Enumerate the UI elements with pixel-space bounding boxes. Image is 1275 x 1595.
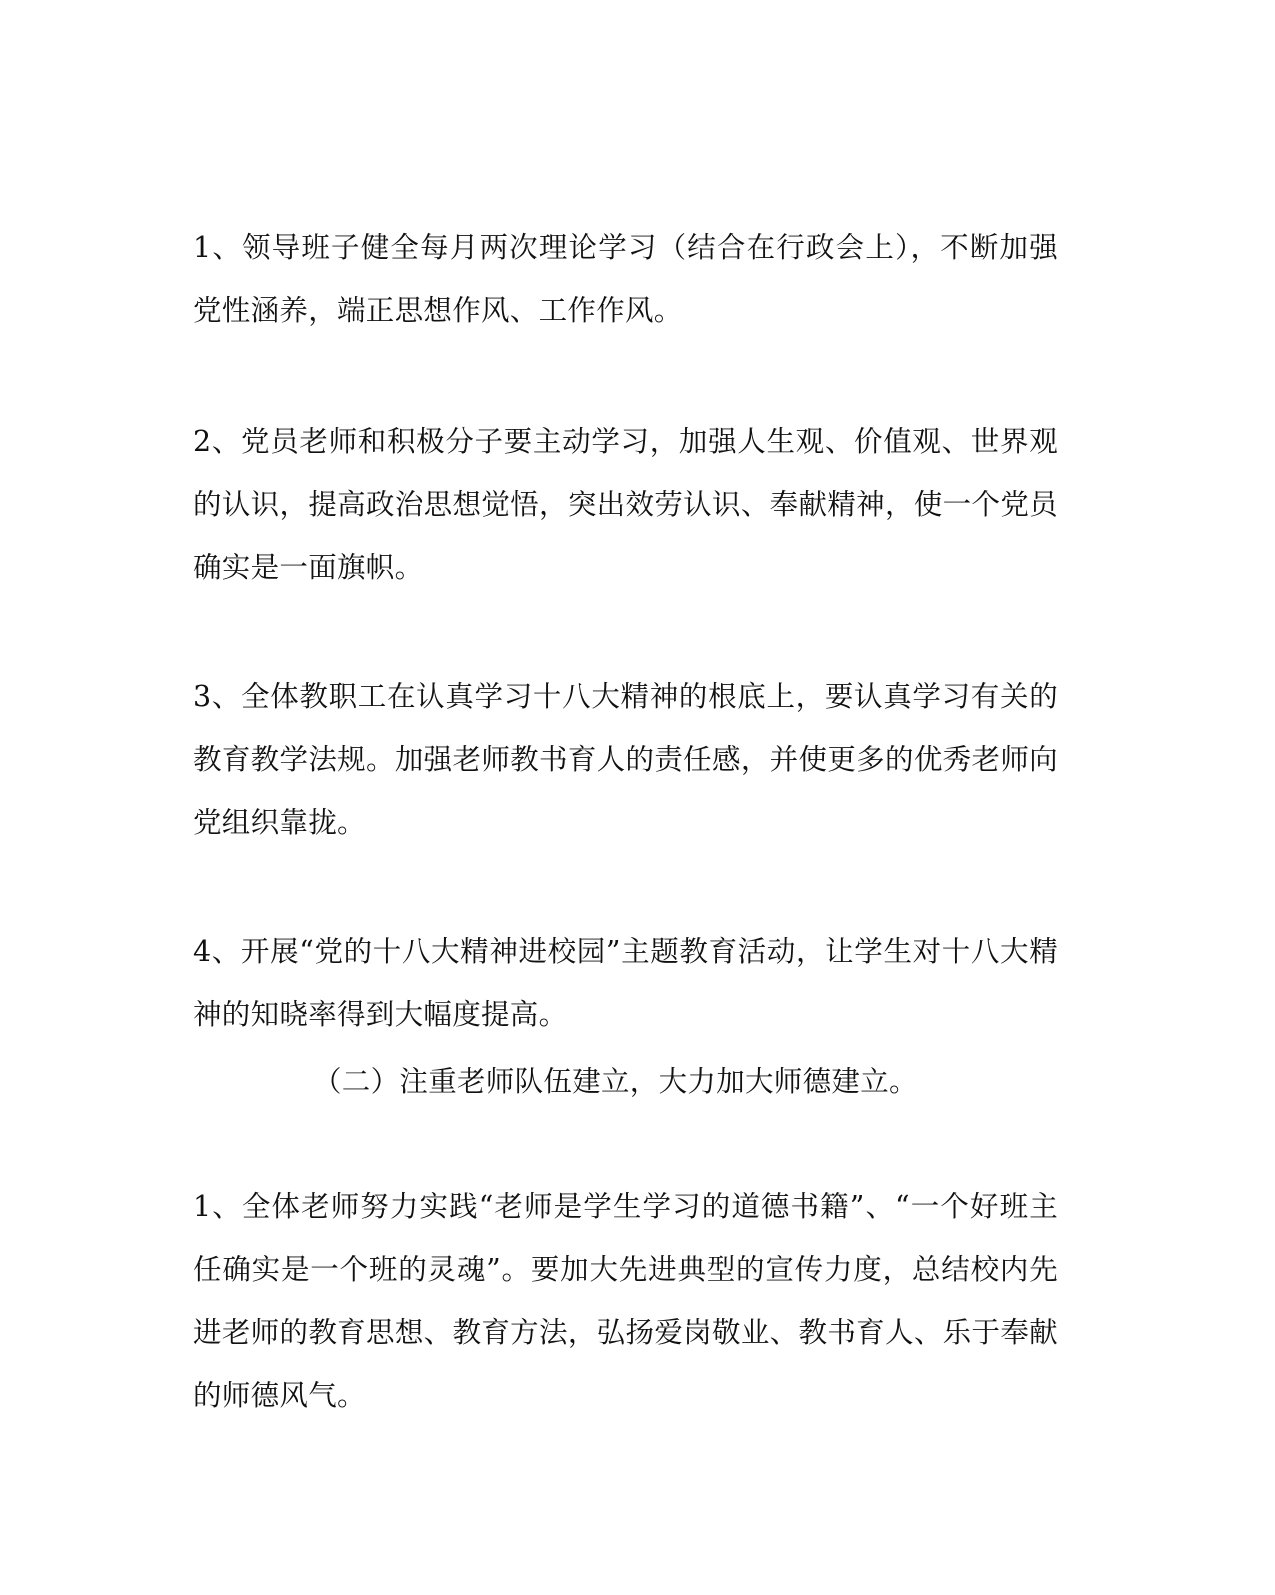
paragraph-4: 4、开展“党的十八大精神进校园”主题教育活动，让学生对十八大精神的知晓率得到大幅度提高。 (193, 935, 1058, 1031)
section-heading: （二）注重老师队伍建立，大力加大师德建立。 (313, 1065, 918, 1098)
paragraph-3: 3、全体教职工在认真学习十八大精神的根底上，要认真学习有关的教育教学法规。加强老师教书育人的责任感，并使更多的优秀老师向党组织靠拢。 (193, 680, 1058, 839)
paragraph-1: 1、领导班子健全每月两次理论学习（结合在行政会上），不断加强党性涵养，端正思想作风、工作作风。 (193, 231, 1058, 327)
section-paragraph-1: 1、全体老师努力实践“老师是学生学习的道德书籍”、“一个好班主任确实是一个班的灵魂”。要加大先进典型的宣传力度，总结校内先进老师的教育思想、教育方法，弘扬爱岗敬业、教书育人、乐于奉献的师德风气。 (193, 1190, 1058, 1412)
paragraph-2: 2、党员老师和积极分子要主动学习，加强人生观、价值观、世界观的认识，提高政治思想觉悟，突出效劳认识、奉献精神，使一个党员确实是一面旗帜。 (193, 425, 1058, 584)
